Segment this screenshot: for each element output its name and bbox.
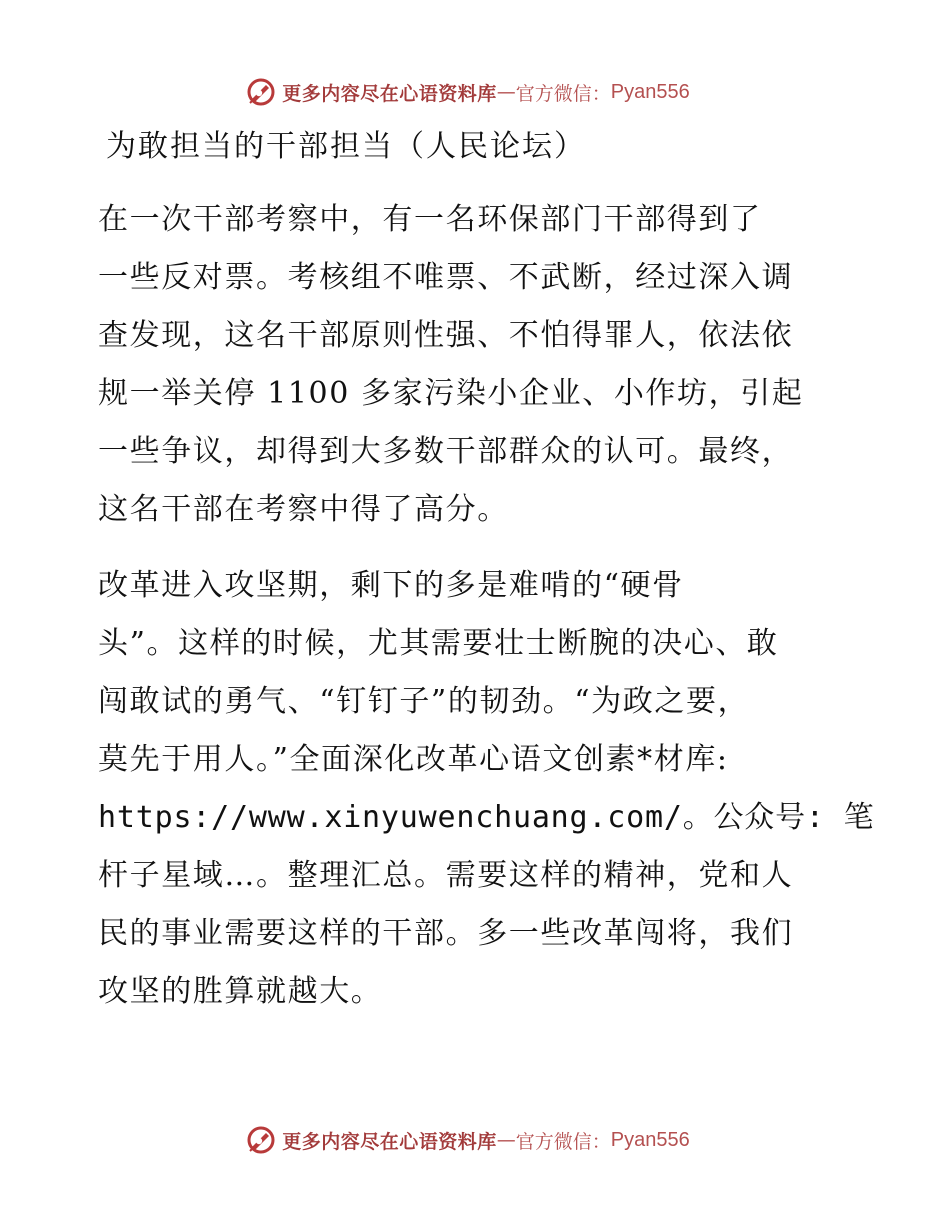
header-watermark <box>0 72 950 112</box>
text-line: 闯敢试的勇气、“钉钉子”的韧劲。“为政之要， <box>98 684 750 719</box>
watermark-wechat-id: Pyan556 <box>610 80 690 103</box>
text-line: 头”。这样的时候，尤其需要壮士断腕的决心、敢 <box>98 626 779 661</box>
watermark-separator: — <box>496 81 516 103</box>
document-title: 为敢担当的干部担当（人民论坛） <box>106 129 586 164</box>
footer-watermark <box>0 1120 950 1160</box>
text-line: 在一次干部考察中，有一名环保部门干部得到了 <box>98 202 762 237</box>
text-line: 一些反对票。考核组不唯票、不武断，经过深入调 <box>98 260 794 295</box>
red-seal-pen-logo-icon <box>246 1125 276 1155</box>
watermark-brand-text: 更多内容尽在心语资料库 <box>282 82 497 105</box>
watermark-wechat-id: Pyan556 <box>610 1128 690 1151</box>
text-line: 这名干部在考察中得了高分。 <box>98 492 509 527</box>
text-line-url: https://www.xinyuwenchuang.com/。公众号: 笔 <box>98 800 875 835</box>
text-line: 杆子星域…。整理汇总。需要这样的精神，党和人 <box>98 858 794 893</box>
text-line: 一些争议，却得到大多数干部群众的认可。最终， <box>98 434 794 469</box>
watermark-separator: — <box>496 1129 516 1151</box>
text-line: 查发现，这名干部原则性强、不怕得罪人，依法依 <box>98 318 794 353</box>
watermark-wechat-label: 官方微信： <box>515 82 611 105</box>
watermark-wechat-label: 官方微信： <box>515 1130 611 1153</box>
text-line: 改革进入攻坚期，剩下的多是难啃的“硬骨 <box>98 568 684 603</box>
text-line: 规一举关停 1100 多家污染小企业、小作坊，引起 <box>98 376 804 411</box>
text-line: 民的事业需要这样的干部。多一些改革闯将，我们 <box>98 916 794 951</box>
text-line: 攻坚的胜算就越大。 <box>98 974 383 1009</box>
red-seal-pen-logo-icon <box>246 77 276 107</box>
watermark-brand-text: 更多内容尽在心语资料库 <box>282 1130 497 1153</box>
text-line: 莫先于用人。”全面深化改革心语文创素*材库: <box>98 742 729 777</box>
